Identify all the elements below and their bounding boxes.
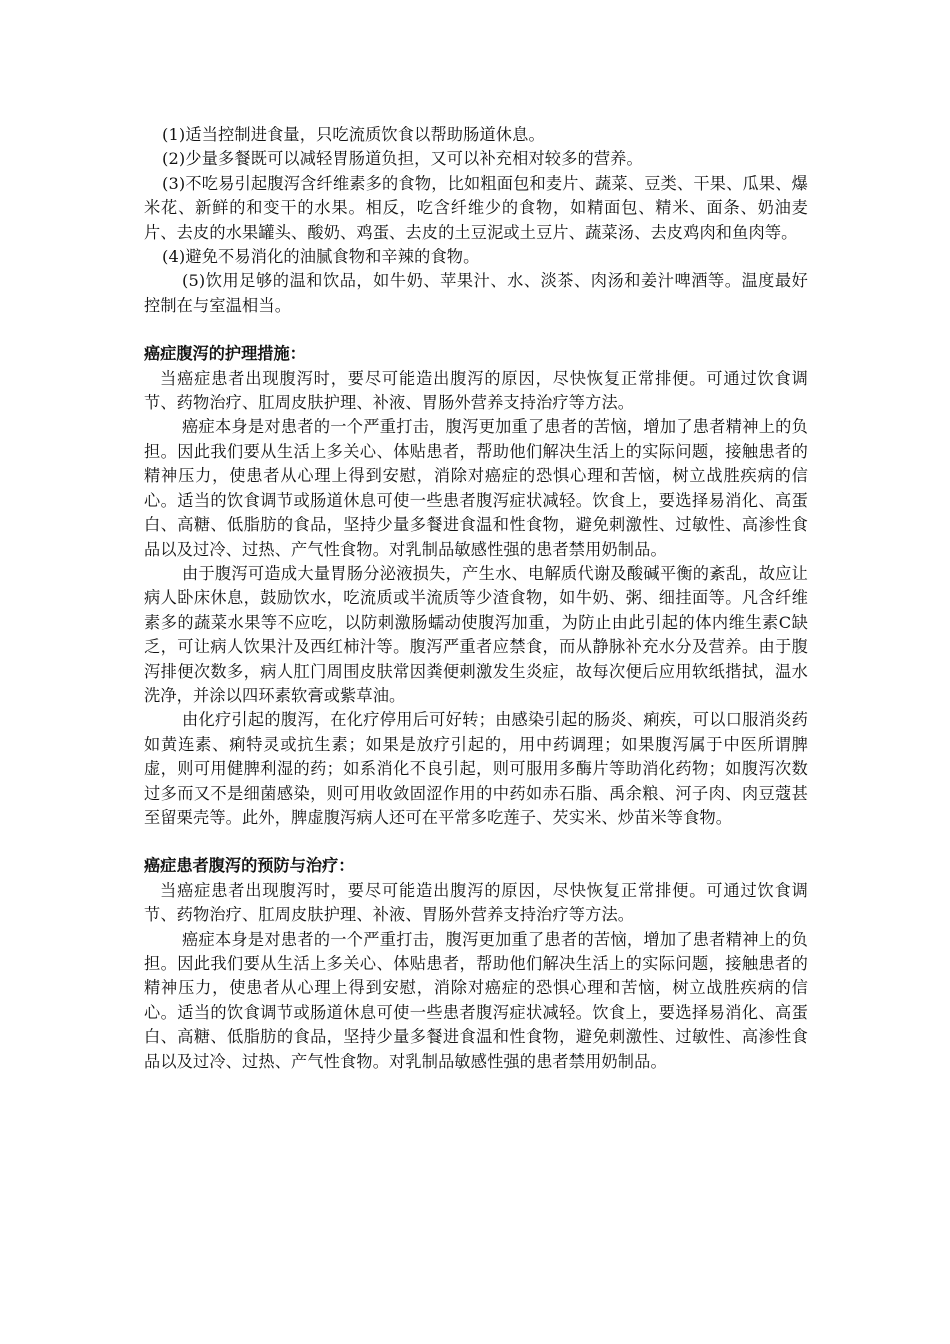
nursing-paragraph-1: 当癌症患者出现腹泻时，要尽可能造出腹泻的原因，尽快恢复正常排便。可通过饮食调节、药物治疗、肛周皮肤护理、补液、胃肠外营养支持治疗等方法。 bbox=[144, 368, 808, 413]
section-gap bbox=[144, 830, 808, 854]
nursing-paragraph-4: 由化疗引起的腹泻，在化疗停用后可好转；由感染引起的肠炎、痢疾，可以口服消炎药如黄连素、痢特灵或抗生素；如果是放疗引起的，用中药调理；如果腹泻属于中医所谓脾虚，则可用健脾利湿的药；如系消化不良引起，则可服用多酶片等助消化药物；如腹泻次数过多而又不是细菌感染，则可用收敛固涩作用的中药如赤石脂、禹余粮、河子肉、肉豆蔻甚至留栗壳等。此外，脾虚腹泻病人还可在平常多吃莲子、芡实米、炒苗米等食物。 bbox=[144, 710, 808, 827]
diet-tip-1: (1)适当控制进食量，只吃流质饮食以帮助肠道休息。 bbox=[162, 125, 545, 144]
section-gap bbox=[144, 318, 808, 342]
section-heading-prevention: 癌症患者腹泻的预防与治疗： bbox=[144, 856, 355, 876]
diet-tip-3: (3)不吃易引起腹泻含纤维素多的食物，比如粗面包和麦片、蔬菜、豆类、干果、瓜果、爆米花、新鲜的和变干的水果。相反，吃含纤维少的食物，如精面包、精米、面条、奶油麦片、去皮的水果罐头、酸奶、鸡蛋、去皮的土豆泥或土豆片、蔬菜汤、去皮鸡肉和鱼肉等。 bbox=[144, 173, 808, 242]
document-page bbox=[144, 123, 808, 1074]
diet-tip-4: (4)避免不易消化的油腻食物和辛辣的食物。 bbox=[162, 247, 480, 267]
nursing-paragraph-2: 癌症本身是对患者的一个严重打击，腹泻更加重了患者的苦恼，增加了患者精神上的负担。因此我们要从生活上多关心、体贴患者，帮助他们解决生活上的实际问题，接触患者的精神压力，使患者从心理上得到安慰，消除对癌症的恐惧心理和苦恼，树立战胜疾病的信心。适当的饮食调节或肠道休息可使一些患者腹泻症状减轻。饮食上，要选择易消化、高蛋白、高糖、低脂肪的食品，坚持少量多餐进食温和性食物，避免刺激性、过敏性、高渗性食品以及过冷、过热、产气性食物。对乳制品敏感性强的患者禁用奶制品。 bbox=[144, 417, 808, 559]
diet-tip-5: (5)饮用足够的温和饮品，如牛奶、苹果汁、水、淡茶、肉汤和姜汁啤酒等。温度最好控制在与室温相当。 bbox=[144, 271, 808, 315]
nursing-paragraph-3: 由于腹泻可造成大量胃肠分泌液损失，产生水、电解质代谢及酸碱平衡的紊乱，故应让病人卧床休息，鼓励饮水，吃流质或半流质等少渣食物，如牛奶、粥、细挂面等。凡含纤维素多的蔬菜水果等不应吃，以防刺激肠蠕动使腹泻加重，为防止由此引起的体内维生素C缺乏，可让病人饮果汁及西红柿汁等。腹泻严重者应禁食，而从静脉补充水分及营养。由于腹泻排便次数多，病人肛门周围皮肤常因粪便刺激发生炎症，故每次便后应用软纸揩拭，温水洗净，并涂以四环素软膏或紫草油。 bbox=[144, 563, 808, 705]
section-heading-nursing: 癌症腹泻的护理措施： bbox=[144, 344, 306, 364]
prevention-paragraph-1: 当癌症患者出现腹泻时，要尽可能造出腹泻的原因，尽快恢复正常排便。可通过饮食调节、药物治疗、肛周皮肤护理、补液、胃肠外营养支持治疗等方法。 bbox=[144, 880, 808, 925]
diet-tip-2: (2)少量多餐既可以减轻胃肠道负担，又可以补充相对较多的营养。 bbox=[162, 149, 643, 169]
prevention-paragraph-2: 癌症本身是对患者的一个严重打击，腹泻更加重了患者的苦恼，增加了患者精神上的负担。因此我们要从生活上多关心、体贴患者，帮助他们解决生活上的实际问题，接触患者的精神压力，使患者从心理上得到安慰，消除对癌症的恐惧心理和苦恼，树立战胜疾病的信心。适当的饮食调节或肠道休息可使一些患者腹泻症状减轻。饮食上，要选择易消化、高蛋白、高糖、低脂肪的食品，坚持少量多餐进食温和性食物，避免刺激性、过敏性、高渗性食品以及过冷、过热、产气性食物。对乳制品敏感性强的患者禁用奶制品。 bbox=[144, 929, 808, 1071]
